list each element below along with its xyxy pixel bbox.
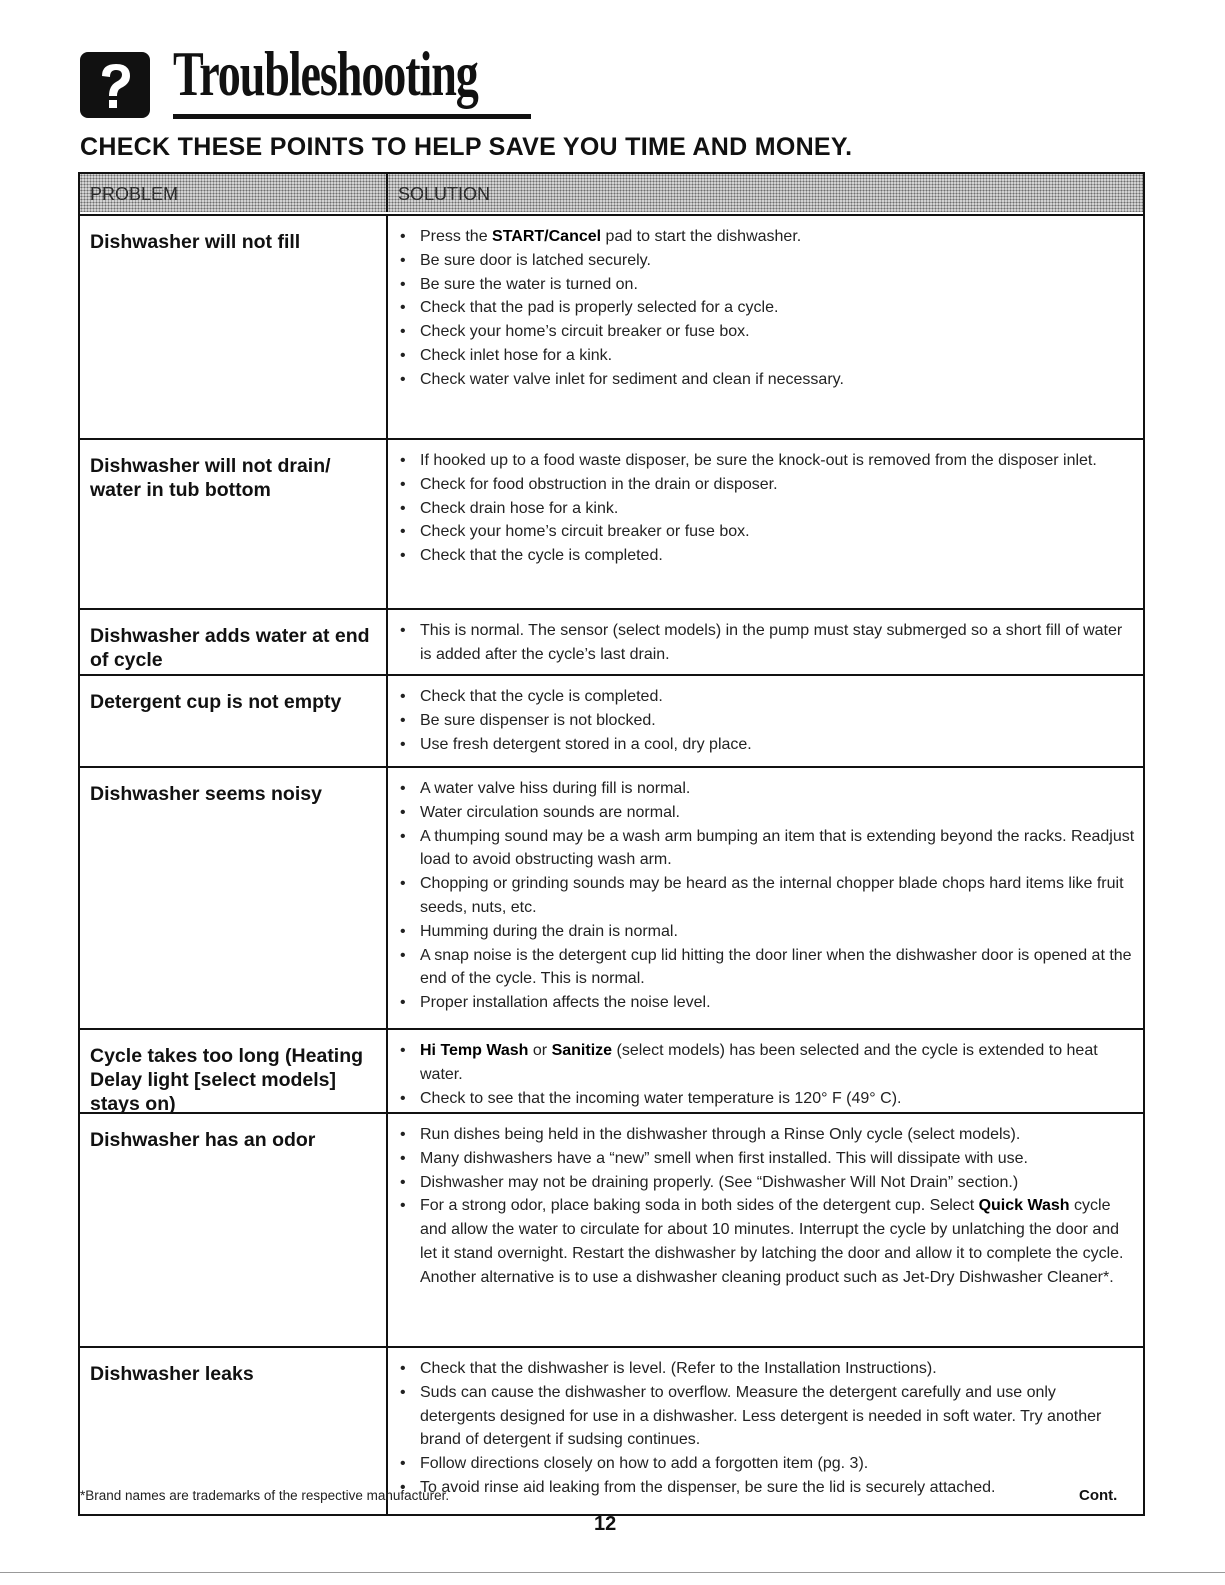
solution-item [398, 1171, 1135, 1195]
solution-item [398, 872, 1135, 920]
solution-item [398, 709, 1135, 733]
problem-cell: Dishwasher adds water at end of cycle [80, 610, 388, 674]
solution-text: Chopping or grinding sounds may be heard as the internal chopper blade chops hard items like fruit seeds, nuts, etc. [420, 875, 1124, 916]
solution-text: Suds can cause the dishwasher to overflow. Measure the detergent carefully and use only detergents designed for use in a dishwasher. Less detergent is needed in soft water. Try another brand of detergent if sudsing continues. [420, 1383, 1102, 1449]
solution-list [398, 685, 1135, 756]
solution-list [398, 1123, 1135, 1290]
footnote: *Brand names are trademarks of the respective manufacturer. [80, 1488, 450, 1503]
solution-text: Be sure the water is turned on. [420, 275, 638, 293]
solution-list [398, 777, 1135, 1015]
solution-text: Check inlet hose for a kink. [420, 346, 613, 364]
solution-item [398, 619, 1135, 667]
solution-item [398, 296, 1135, 320]
solution-item [398, 733, 1135, 757]
solution-emphasis: Hi Temp Wash [420, 1042, 529, 1059]
table-row [80, 610, 1143, 676]
solution-text: Check your home’s circuit breaker or fuse box. [420, 323, 750, 341]
problem-cell: Detergent cup is not empty [80, 676, 388, 766]
solution-item [398, 1381, 1135, 1452]
solution-text: Run dishes being held in the dishwasher through a Rinse Only cycle (select models). [420, 1126, 1021, 1143]
title-underline [173, 114, 531, 119]
solution-item [398, 320, 1135, 344]
solution-item [398, 273, 1135, 297]
page-bottom-rule [0, 1572, 1225, 1573]
solution-item [398, 1194, 1135, 1289]
solution-text: Check that the cycle is completed. [420, 547, 663, 565]
page-header [80, 30, 540, 122]
solution-cell [388, 1348, 1143, 1514]
solution-item [398, 920, 1135, 944]
solution-text: Check that the cycle is completed. [420, 688, 663, 705]
solution-cell [388, 768, 1143, 1028]
solution-text: Water circulation sounds are normal. [420, 803, 680, 821]
solution-item [398, 1039, 1135, 1087]
solution-text: or [528, 1042, 552, 1059]
problem-cell: Cycle takes too long (Heating Delay light [select models] stays on) [80, 1030, 388, 1112]
solution-item [398, 225, 1135, 249]
column-header-solution: SOLUTION [388, 174, 1143, 212]
solution-text: For a strong odor, place baking soda in both sides of the detergent cup. Select [420, 1197, 979, 1215]
solution-text: Follow directions closely on how to add a forgotten item (pg. 3). [420, 1455, 869, 1473]
solution-item [398, 544, 1135, 568]
solution-emphasis: Sanitize [551, 1042, 613, 1059]
solution-item [398, 777, 1135, 801]
table-row [80, 1114, 1143, 1348]
column-header-problem: PROBLEM [80, 174, 388, 212]
solution-list [398, 449, 1135, 568]
solution-text: Use fresh detergent stored in a cool, dry place. [420, 735, 752, 753]
solution-text: Check drain hose for a kink. [420, 499, 619, 517]
solution-text: If hooked up to a food waste disposer, be sure the knock-out is removed from the disposer inlet. [420, 452, 1097, 469]
question-mark-icon [80, 52, 150, 118]
solution-text: A snap noise is the detergent cup lid hitting the door liner when the dishwasher door is opened at the end of the cycle. This is normal. [420, 946, 1132, 988]
solution-cell [388, 1114, 1143, 1346]
solution-cell [388, 610, 1143, 674]
solution-cell [388, 216, 1143, 438]
solution-item [398, 497, 1135, 521]
table-body [80, 216, 1143, 1514]
problem-cell: Dishwasher seems noisy [80, 768, 388, 1028]
problem-cell: Dishwasher will not drain/ water in tub bottom [80, 440, 388, 608]
solution-item [398, 520, 1135, 544]
solution-text: Be sure door is latched securely. [420, 251, 651, 269]
solution-list [398, 619, 1135, 667]
table-row [80, 768, 1143, 1030]
solution-text: To avoid rinse aid leaking from the dispenser, be sure the lid is securely attached. [420, 1478, 996, 1496]
solution-text: This is normal. The sensor (select models) in the pump must stay submerged so a short fill of water is added after the cycle’s last drain. [420, 622, 1123, 663]
solution-item [398, 825, 1135, 873]
page-number: 12 [594, 1513, 617, 1535]
solution-item [398, 1452, 1135, 1476]
troubleshooting-table [78, 172, 1145, 1516]
solution-item [398, 1123, 1135, 1147]
problem-cell: Dishwasher has an odor [80, 1114, 388, 1346]
solution-item [398, 473, 1135, 497]
solution-text: Humming during the drain is normal. [420, 922, 678, 940]
solution-item [398, 1147, 1135, 1171]
solution-item [398, 249, 1135, 273]
solution-item [398, 1357, 1135, 1381]
table-row [80, 676, 1143, 768]
solution-item [398, 801, 1135, 825]
solution-text: Check that the pad is properly selected for a cycle. [420, 299, 779, 317]
solution-cell [388, 1030, 1143, 1112]
solution-text: Proper installation affects the noise level. [420, 994, 711, 1012]
continued-label: Cont. [1079, 1487, 1118, 1504]
solution-list [398, 1039, 1135, 1110]
solution-item [398, 685, 1135, 709]
solution-item [398, 944, 1135, 992]
solution-item [398, 1087, 1135, 1111]
solution-text: Dishwasher may not be draining properly. (See “Dishwasher Will Not Drain” section.) [420, 1173, 1019, 1191]
solution-item [398, 991, 1135, 1015]
table-header-row [80, 174, 1143, 216]
solution-item [398, 344, 1135, 368]
solution-text: Be sure dispenser is not blocked. [420, 711, 656, 729]
solution-list [398, 225, 1135, 392]
page-subtitle: CHECK THESE POINTS TO HELP SAVE YOU TIME AND MONEY. [80, 133, 853, 161]
solution-text: Check water valve inlet for sediment and clean if necessary. [420, 370, 844, 388]
solution-text: Many dishwashers have a “new” smell when first installed. This will dissipate with use. [420, 1149, 1028, 1167]
solution-text: Check your home’s circuit breaker or fuse box. [420, 523, 750, 541]
solution-item [398, 1476, 1135, 1500]
solution-text: pad to start the dishwasher. [601, 228, 802, 245]
solution-text: A water valve hiss during fill is normal. [420, 780, 691, 797]
problem-cell: Dishwasher leaks [80, 1348, 388, 1514]
solution-text: Check for food obstruction in the drain or disposer. [420, 475, 778, 493]
solution-cell [388, 676, 1143, 766]
solution-text: Check that the dishwasher is level. (Refer to the Installation Instructions). [420, 1360, 937, 1377]
solution-emphasis: Quick Wash [978, 1197, 1070, 1215]
table-row [80, 216, 1143, 440]
solution-cell [388, 440, 1143, 608]
problem-cell: Dishwasher will not fill [80, 216, 388, 438]
solution-list [398, 1357, 1135, 1500]
table-row [80, 1030, 1143, 1114]
table-row [80, 440, 1143, 610]
solution-text: (select models) has been selected and the cycle is extended to heat water. [420, 1042, 1098, 1083]
solution-text: Check to see that the incoming water temperature is 120° F (49° C). [420, 1089, 902, 1107]
solution-text: A thumping sound may be a wash arm bumping an item that is extending beyond the racks. Readjust load to avoid obstructing wash arm. [420, 827, 1135, 869]
solution-item [398, 449, 1135, 473]
solution-item [398, 368, 1135, 392]
solution-text: cycle and allow the water to circulate for about 10 minutes. Interrupt the cycle by unlatching the door and let it stand overnight. Restart the dishwasher by latching the door and allow it to complete the cycle. Another alternative is to use a dishwasher cleaning product such as Jet-Dry Dishwasher Cleaner*. [420, 1197, 1124, 1286]
solution-text: Press the [420, 228, 493, 245]
solution-emphasis: START/Cancel [492, 228, 602, 245]
page-title: Troubleshooting [173, 38, 478, 109]
